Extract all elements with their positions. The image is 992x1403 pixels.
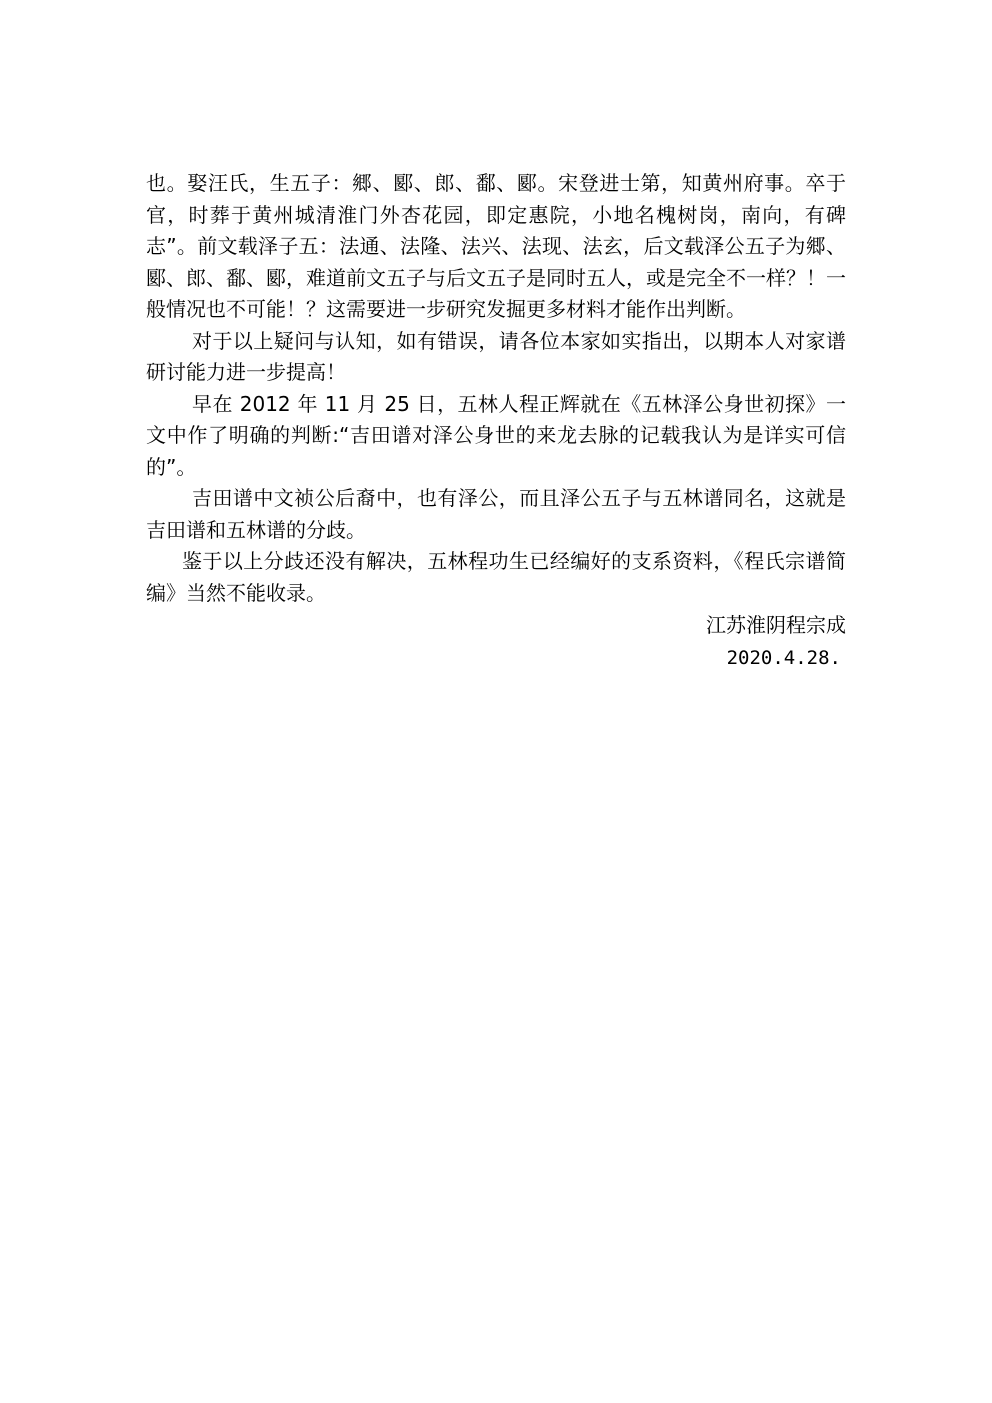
paragraph-continuation: 也。娶汪氏，生五子：郷、郾、郎、鄱、郾。宋登进士第，知黄州府事。卒于官，时葬于黄州城清淮门外杏花园，即定惠院，小地名槐树岗，南向，有碑志”。前文载泽子五：法通、法隆、法兴、法现、法玄，后文载泽公五子为郷、郾、郎、鄱、郾，难道前文五子与后文五子是同时五人，或是完全不一样？！一般情况也不可能！？这需要进一步研究发掘更多材料才能作出判断。 (146, 171, 846, 321)
paragraph-wulin-judgment: 早在 2012 年 11 月 25 日，五林人程正辉就在《五林泽公身世初探》一文中作了明确的判断:“吉田谱对泽公身世的来龙去脉的记载我认为是详实可信的”。 (146, 391, 846, 479)
paragraph-divergence: 吉田谱中文祯公后裔中，也有泽公，而且泽公五子与五林谱同名，这就是吉田谱和五林谱的分歧。 (146, 486, 846, 542)
paragraph-conclusion: 鉴于以上分歧还没有解决，五林程功生已经编好的支系资料，《程氏宗谱简编》当然不能收录。 (146, 549, 846, 605)
paragraph-request-corrections: 对于以上疑问与认知，如有错误，请各位本家如实指出，以期本人对家谱研讨能力进一步提高！ (146, 328, 846, 384)
document-date: 2020.4.28. (726, 647, 841, 669)
document-body (146, 168, 846, 675)
author-signature: 江苏淮阴程宗成 (706, 613, 846, 637)
